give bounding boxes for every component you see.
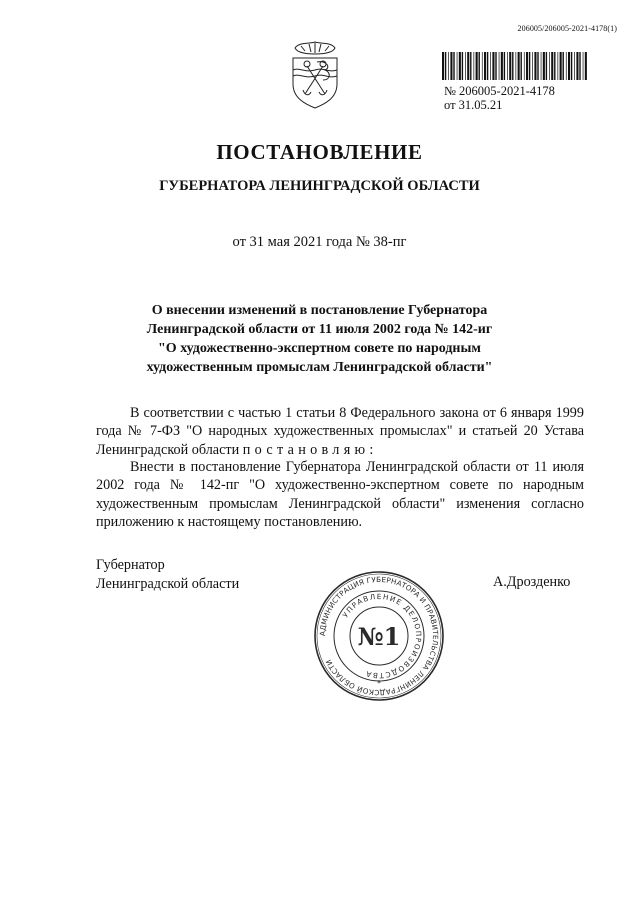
seal-inner-text: УПРАВЛЕНИЕ ДЕЛОПРОИЗВОДСТВА (340, 591, 424, 681)
registration-date: от 31.05.21 (444, 98, 503, 112)
heading-line: Ленинградской области от 11 июля 2002 года № 142-иг (146, 322, 493, 337)
signatory-position-line: Губернатор (96, 557, 165, 573)
legal-basis-text: В соответствии с частью 1 статьи 8 Федерального закона от 6 января 1999 года № 7-ФЗ "О народных художественных промыслах" и статьей 20 Устава Ленинградской области (96, 405, 584, 458)
paragraph-resolution: Внести в постановление Губернатора Ленинградской области от 11 июля 2002 года № 142-пг "О художественно-экспертном совете по народным художественным промыслам Ленинградской области" изменения согласно приложению к настоящему постановлению. (96, 459, 584, 530)
seal-outer-text: АДМИНИСТРАЦИЯ ГУБЕРНАТОРА И ПРАВИТЕЛЬСТВА ЛЕНИНГРАДСКОЙ ОБЛАСТИ (317, 574, 441, 698)
barcode-icon (441, 52, 589, 80)
document-reference: 206005/206005-2021-4178(1) (517, 24, 617, 33)
coat-of-arms-icon (287, 40, 343, 110)
issuer-title: ГУБЕРНАТОРА ЛЕНИНГРАДСКОЙ ОБЛАСТИ (159, 178, 480, 194)
document-heading (90, 301, 549, 377)
heading-line: художественным промыслам Ленинградской области" (146, 360, 493, 375)
official-seal-icon (312, 569, 446, 703)
registration-number: № 206005-2021-4178 (444, 84, 555, 98)
signatory-position (96, 556, 239, 593)
registration-block (444, 84, 555, 112)
signatory-position-line: Ленинградской области (96, 575, 240, 592)
signatory-name: А.Дрозденко (493, 574, 571, 590)
resolve-word: постановляю: (242, 441, 378, 458)
heading-line: О внесении изменений в постановление Губернатора (151, 303, 488, 318)
heading-line: "О художественно-экспертном совете по народным (158, 341, 481, 356)
seal-center-text: №1 (357, 622, 401, 651)
paragraph-legal-basis (96, 404, 584, 459)
document-type-title: ПОСТАНОВЛЕНИЕ (216, 140, 423, 164)
svg-text:*: * (377, 679, 381, 688)
document-date-number: от 31 мая 2021 года № 38-пг (232, 234, 407, 250)
